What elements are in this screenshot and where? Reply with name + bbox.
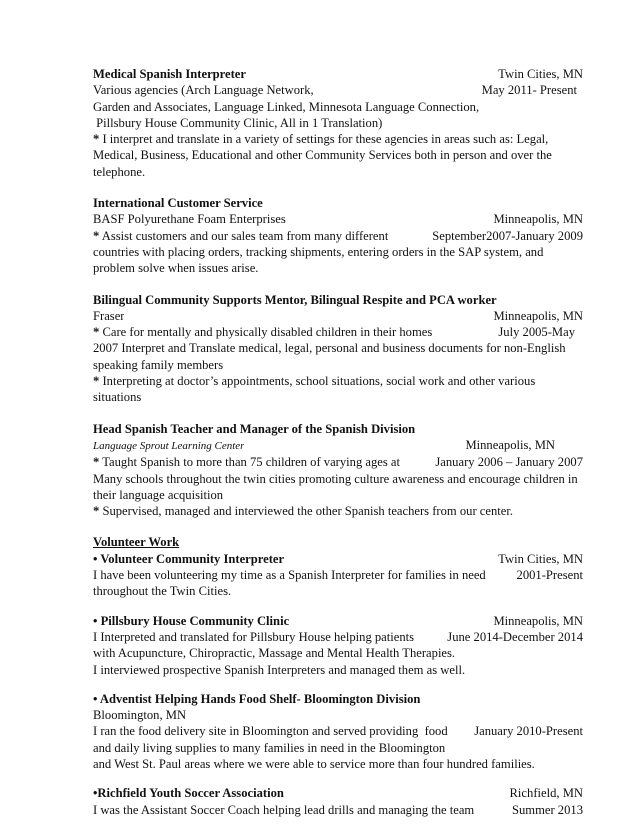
job-description-cont: Medical, Business, Educational and other Community Services both in person and over the <box>93 148 552 163</box>
job-dates: January 2006 – January 2007 <box>435 455 583 470</box>
volunteer-title: Richfield Youth Soccer Association <box>97 786 284 801</box>
job-description-cont: their language acquisition <box>93 487 224 502</box>
job-description-cont: 2007 Interpret and Translate medical, legal, personal and business documents for non-English <box>93 341 566 356</box>
volunteer-dates: Summer 2013 <box>511 802 583 817</box>
volunteer-location: Bloomington, MN <box>93 708 187 723</box>
bullet-star: * <box>93 504 100 519</box>
job-location: Twin Cities, MN <box>498 67 583 81</box>
job-international-customer-service <box>93 195 583 276</box>
job-description-cont: speaking family members <box>93 357 224 372</box>
volunteer-title: Volunteer Community Interpreter <box>100 551 285 566</box>
job-description-cont: problem solve when issues arise. <box>93 261 259 276</box>
job-title: International Customer Service <box>93 196 263 211</box>
job-title: Head Spanish Teacher and Manager of the Spanish Division <box>93 421 416 436</box>
job-description: I interpret and translate in a variety of settings for these agencies in areas such as: Legal, <box>102 132 549 147</box>
bullet-star: * <box>93 455 100 470</box>
volunteer-description-cont: and West St. Paul areas where we were able to service more than four hundred families. <box>93 756 535 771</box>
bullet-star: * <box>93 325 100 340</box>
volunteer-description: I Interpreted and translated for Pillsbury House helping patients <box>93 629 415 644</box>
job-org-cont: Garden and Associates, Language Linked, Minnesota Language Connection, <box>93 99 480 114</box>
job-title: Bilingual Community Supports Mentor, Bilingual Respite and PCA worker <box>93 292 497 307</box>
bullet-dot: • <box>93 613 98 628</box>
job-location: Minneapolis, MN <box>465 437 555 452</box>
job-description: Interpreting at doctor’s appointments, school situations, social work and other various <box>102 374 536 389</box>
job-org: Language Sprout Learning Center <box>93 439 245 452</box>
volunteer-description-cont: throughout the Twin Cities. <box>93 584 232 599</box>
volunteer-section <box>93 534 583 817</box>
resume-page <box>93 66 583 818</box>
volunteer-location: Minneapolis, MN <box>493 613 583 628</box>
volunteer-item-richfield-soccer <box>93 785 583 818</box>
volunteer-title: Pillsbury House Community Clinic <box>100 613 290 628</box>
bullet-dot: • <box>93 786 98 801</box>
job-description-cont: situations <box>93 390 142 405</box>
volunteer-item-community-interpreter <box>93 551 583 600</box>
job-description: Assist customers and our sales team from many different <box>101 228 389 243</box>
job-description-cont: telephone. <box>93 164 146 179</box>
job-medical-spanish-interpreter <box>93 66 583 180</box>
job-dates: July 2005-May <box>498 325 575 340</box>
volunteer-item-pillsbury-house <box>93 613 583 678</box>
job-dates: May 2011- Present <box>481 83 577 98</box>
bullet-dot: • <box>93 691 98 706</box>
volunteer-description-cont: and daily living supplies to many families in need in the Bloomington <box>93 740 446 755</box>
job-dates: September2007-January 2009 <box>432 228 583 243</box>
volunteer-description-cont: with Acupuncture, Chiropractic, Massage and Mental Health Therapies. <box>93 646 456 661</box>
bullet-dot: • <box>93 551 98 566</box>
section-heading: Volunteer Work <box>93 535 180 550</box>
job-bilingual-community-supports <box>93 292 583 406</box>
job-org-cont: Pillsbury House Community Clinic, All in 1 Translation) <box>93 115 383 130</box>
volunteer-dates: 2001-Present <box>516 568 583 583</box>
job-head-spanish-teacher <box>93 421 583 520</box>
bullet-star: * <box>93 228 100 243</box>
volunteer-title: Adventist Helping Hands Food Shelf- Bloomington Division <box>99 691 421 706</box>
job-location: Minneapolis, MN <box>493 212 583 227</box>
volunteer-item-adventist-helping-hands <box>93 691 583 772</box>
job-org: Fraser <box>93 308 125 323</box>
job-description: Care for mentally and physically disabled children in their homes <box>102 325 433 340</box>
volunteer-location: Twin Cities, MN <box>498 551 583 566</box>
bullet-star: * <box>93 374 100 389</box>
volunteer-description: I ran the food delivery site in Bloomington and served providing food <box>93 724 448 739</box>
job-description: Supervised, managed and interviewed the other Spanish teachers from our center. <box>102 504 514 519</box>
volunteer-description: I was the Assistant Soccer Coach helping lead drills and managing the team <box>93 802 475 817</box>
volunteer-description-cont: I interviewed prospective Spanish Interpreters and managed them as well. <box>93 662 466 677</box>
job-description: Taught Spanish to more than 75 children of varying ages at <box>102 455 401 470</box>
job-description-cont: Many schools throughout the twin cities promoting culture awareness and encourage children in <box>93 471 578 486</box>
volunteer-description: I have been volunteering my time as a Spanish Interpreter for families in need <box>93 568 486 583</box>
volunteer-location: Richfield, MN <box>509 786 583 801</box>
bullet-star: * <box>93 132 100 147</box>
job-org: Various agencies (Arch Language Network, <box>93 83 314 98</box>
volunteer-dates: January 2010-Present <box>474 724 583 739</box>
job-location: Minneapolis, MN <box>493 308 583 323</box>
volunteer-dates: June 2014-December 2014 <box>447 629 583 644</box>
job-description-cont: countries with placing orders, tracking shipments, entering orders in the SAP system, and <box>93 244 544 259</box>
job-title: Medical Spanish Interpreter <box>93 67 246 81</box>
job-org: BASF Polyurethane Foam Enterprises <box>93 212 286 227</box>
